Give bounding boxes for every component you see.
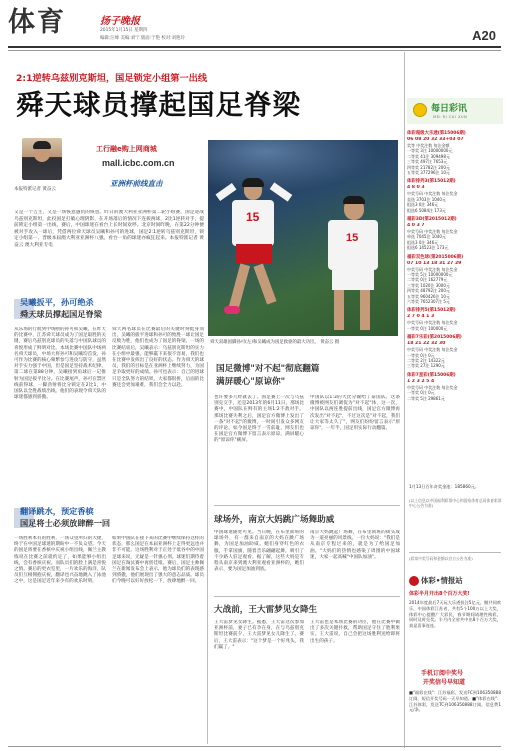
- lottery-row: 四等奖 21782注 200元: [407, 164, 450, 170]
- lottery-row: 一等奖 0注 0元: [407, 352, 435, 358]
- lottery-section-head: 体彩排列5(第15012期): [407, 308, 456, 314]
- lottery-section-head: 体彩7星彩(第15006期): [407, 372, 456, 378]
- lottery-numbers: 06 08 20 32 33+03 07: [407, 137, 464, 142]
- masthead: [8, 6, 500, 44]
- photo-caption: 舜天双雄国脚孙可(左)和吴曦成为国足救驱的最大功臣。 黄奋云 摄: [210, 340, 340, 345]
- lottery-row: 四等奖 48792注 200元: [407, 288, 450, 294]
- reporter-caption: 本报特派记者 黄奋云: [14, 187, 56, 192]
- sub2-title-a: 翻译跳水，预定香槟: [20, 506, 94, 516]
- info-logo-icon: [409, 576, 419, 586]
- lottery-row: 中奖号码 中奖注数 每注奖金: [407, 384, 458, 390]
- info-title: 体彩•情报站: [421, 576, 463, 585]
- sidebar-footer: (彩票中奖号码和金额以官方公告为准): [409, 556, 473, 561]
- subscribe-subtitle: 开奖信号早知道: [423, 679, 466, 686]
- lottery-section-head: 福彩双色球(第2015006期): [407, 254, 464, 260]
- lottery-section: [407, 130, 503, 175]
- lottery-numbers: 07 10 13 18 31 27 29: [407, 260, 462, 266]
- sub3-col2: 中国队以1:3的大比分输给了泰国队。这条微博被网友们调侃为"对不起"体，这一次，中国队以两连胜提前出线，国足官方微博再次发出"对不起"，不过这次是"对不起，我们让大家等太久了"，网友们纷纷留言表示"原谅你"，一年半，国足用实际行动翻篇。: [310, 395, 400, 432]
- sub4-col2: 南京大妈跳起广场舞，在布里斯班的街头成为一道亮丽的风景线。一位大妈说："我们是从南京专程过来的，就是为了给国足加油。"大妈们的热情也感染了周围的中国球迷，大家一起高喊"中国队加油"。: [310, 530, 400, 560]
- lottery-section: [407, 307, 503, 331]
- ad-brand: 工行融e购上网商城: [96, 145, 157, 153]
- small-note: (以上信息以中国福利彩票中心和国家体育总局体育彩票中心公告为准): [409, 498, 502, 508]
- editor-line: 编辑:汪峰 美编:刘宁 版面:于艳 校对:刘艳玲: [100, 36, 185, 41]
- sub1-title-bar: [14, 297, 202, 323]
- kicker: 2:1逆转乌兹别克斯坦，国足锁定小组第一出线: [16, 73, 208, 84]
- ad-slogan: 亚洲杯前线直击: [110, 179, 163, 188]
- sub4-title: 球场外，南京大妈跳广场舞助威: [214, 515, 335, 525]
- sidebar-rule-1: [409, 552, 501, 553]
- sidebar-title: 每日彩讯: [431, 104, 468, 114]
- sub2-title-bar: [14, 506, 202, 532]
- sub2-col1: 一场胜利本有的胜利，一场众望所归的大捷，终于在中国足球迷的期盼中一不负众望。今天的国足将要在香槟中庆祝小组出线，佩兰主教练说在比赛之前就约定了，如果能够小组出线，会有香槟庆祝。而队员们的脸上满是喜悦之情。赛后的更衣室里，一片欢乐的海洋，队员们互相拥抱庆祝，翻译也兴奋地跳入了泳池之中，这是国足近年来少有的欢乐时刻。: [14, 536, 106, 585]
- lottery-numbers: 18 21 22 32 30: [407, 341, 446, 347]
- player-sun-ke: 15: [226, 180, 286, 330]
- info-body: 2014年度最后7天玩大乐透投注5亿元，继共同欢乐，中国体彩江苏省，共有5个100万以上大奖，体彩中心提醒广大彩民，春节期间请理性购彩，同时及时兑奖。半月内全省共中出8个百万大奖，真是喜事连连。: [409, 600, 501, 629]
- sub3-col1: 也许要多几经就去了。国足赛上一次与乌兹别克交手，还是2013年的6月11日，那场比赛中，中国队在鲜有的主场1:2不敌对手。那场比赛失利之后，国足官方微博上发出了一条"对不起"的微博，一时间引发众多网友的评论。如今国足终于一雪前耻，网友们也在国足官方微博下留言表示原谅，满屏暖心的"原谅你"刷屏。: [214, 395, 304, 444]
- lottery-section: [407, 254, 503, 305]
- sub1-col1: 从乐场的行航到中场断的孙可和吴曦，在昨天的比赛中，江苏舜天球员成为了国足取胜的关键，赛后乌兹别克球员的失落与中国队球员的喜悦形成了鲜明对比。本场比赛中国队中场两名舜天球员，中场大将孙可和吴曦均首发，孙可作为比赛的核心频繁参与进攻与防守，虽然对手实力强于中国，但是国足坚持战术纪律，第二球在第88分钟，吴曦接到角球后一记推射为国足扳平比分。在比赛尾声，孙可在禁区线前得球，一脚劲射将比分锁定在2比1，中国队以全胜战绩出线。他们的表现令舜天队的球迷都感到骄傲。: [14, 327, 106, 401]
- lottery-row: 五等奖 377296注 10元: [407, 170, 450, 176]
- lottery-row: 二等奖 2注 14322元: [407, 358, 445, 363]
- lottery-row: 一等奖 0注 100000元: [407, 325, 448, 331]
- sub3-title-a: 国足微博"对不起"彻底翻篇: [216, 364, 320, 374]
- lottery-results: [407, 130, 503, 470]
- section-title: 体育: [8, 7, 66, 38]
- lottery-section: [407, 334, 503, 369]
- lottery-section: [407, 178, 503, 213]
- sub4-rule: [214, 596, 400, 597]
- lottery-row: 一等奖 3注 10000000元: [407, 148, 453, 154]
- lottery-row: 中奖号码 中奖注数 每注奖金: [407, 229, 458, 234]
- ad-url[interactable]: mall.icbc.com.cn: [102, 158, 175, 168]
- pool-note: 1月13日百年奇奖金池：185860元。: [409, 484, 480, 489]
- sub5-col1: 王大雷梦见女降生。据悉，王大雷这次参加亚洲杯前，妻子已有孕在身，在与乌兹别克斯坦比赛前夕，王大雷梦见女儿降生了。赛后，王大雷表示："这个梦是一个好兆头，我们赢了。": [214, 620, 304, 650]
- lottery-row: 一等奖 5注 10000000元: [407, 272, 453, 277]
- lottery-row: 三等奖 1020注 3000元: [407, 282, 450, 288]
- hero-photo: [208, 140, 398, 336]
- sub1-title-b: 舜天球员撑起国足脊梁: [20, 309, 102, 319]
- lottery-row: 一等奖 0注 0元: [407, 390, 435, 396]
- lottery-row: 五等奖 960426注 10元: [407, 293, 450, 299]
- player-wu-xi: 15: [318, 198, 388, 336]
- sub2-title-b: 国足将士必须放肆醉一回: [20, 518, 111, 528]
- subscribe-body: ■"福彩在线"：江苏福彩，发送FC到106350888订阅，短信开奖号码一天早知道。■"体彩在线"：江苏体彩，发送TC到106350888订阅，信息费1元/条。: [409, 690, 501, 713]
- masthead-rule: [8, 46, 501, 48]
- headline: 舜天球员撑起国足脊梁: [16, 89, 301, 121]
- lottery-row: 组选3 0注 346元: [407, 202, 439, 208]
- lottery-section: [407, 372, 503, 401]
- sidebar-title-pinyin: MEI RI CAI XUN: [433, 115, 468, 119]
- bottom-rule: [8, 746, 501, 747]
- sub5-col2: 王大雷也是本场比赛的功臣，他在比赛中做出了多次关键扑救，帮助国足守住了胜利果实。王大雷说，自己会把这场胜利送给即将出生的孩子。: [310, 620, 400, 644]
- lottery-numbers: 2 7 0 4 1 3: [407, 314, 435, 320]
- sidebar-banner: [407, 98, 503, 124]
- sub1-col2: 舜天两名球员在比赛最后的关键时刻挺身而出，吴曦的扳平进球和孙可的致胜一球让国足反败为胜，他们也成为了国足的脊梁。一场的比赛结束后，吴曦表示：乌兹别克斯坦的实力在小组中最强，能够赢下来很不容易，我们也在比赛中发挥出了良好的状态。作为舜天的球员，我们的目标是在亚洲杯上继续努力，为国足争取更好的成绩。孙可也表示：自己的进球只是全队努力的结果，大家都很拼，后面的比赛还会更加艰难，我们会全力以赴。: [112, 327, 204, 388]
- lottery-row: 二等奖 41注 309498元: [407, 153, 450, 159]
- sub1-title-a: 吴曦扳平，孙可绝杀: [20, 297, 94, 307]
- lottery-numbers: 1 2 3 2 5 4: [407, 378, 435, 384]
- lead-paragraph: 又是一个吉主，又是一场恢意遇仇的恢意。昨日的澳大利亚亚洲杯第二轮小组赛，国足迎战乌兹别克斯坦，此役国足打破心理阴影，在开场落后的情况下连扳两球，2比1逆转对手，提前锁定小组第一出线，赛后，中国球迷在看台上长时间欢呼。北京时间昨晚，在第22分钟便被对手攻入一球后，凭借两位舜天球员吴曦和孙可的进球，国足2:1逆转乌兹别克斯坦，锁定小组第一、晋级本届澳大利亚亚洲杯八强。看台一角的球迷亦疯狂起来。本报特派记者 黄奋云 澳大利亚专电: [14, 210, 204, 248]
- sub3-rule: [214, 505, 400, 506]
- lottery-row: 中奖号码 中奖注数 每注奖金: [407, 191, 458, 197]
- lottery-row: 二等奖 0注 162779元: [407, 277, 448, 283]
- info-station: [407, 574, 503, 664]
- sub4-col1: 中国球迷随处可见。当日晚，在布里斯班的球场外，有一群来自南京的大妈在跳广场舞，为国足加油助威。她们身穿红色的衣服，手拿国旗，随着音乐翩翩起舞，吸引了不少路人驻足观看。据了解，这些大妈是专程从南京来到澳大利亚观看亚洲杯的，她们表示，要为国足加油到底。: [214, 530, 304, 573]
- icbc-ad-banner[interactable]: [96, 144, 206, 196]
- lottery-section-head: 体彩排列3(第15012期): [407, 179, 456, 185]
- subscribe-block: [407, 668, 503, 748]
- lottery-section-head: 福彩7乐彩(第2015006期): [407, 335, 462, 341]
- lottery-section-head: 体彩超级大乐透(第15006期): [407, 131, 466, 136]
- lottery-section: [407, 216, 503, 251]
- lottery-numbers: 4 8 0 3: [407, 185, 425, 191]
- lottery-row: 组选6 14523注 173元: [407, 245, 449, 251]
- sub5-title: 大战前，王大雷梦见女降生: [214, 605, 318, 615]
- lottery-section-head: 福彩3D(第2015012期): [407, 217, 457, 222]
- lottery-row: 三等奖 497注 7653元: [407, 159, 448, 165]
- lottery-row: 直选 3703注 1040元: [407, 196, 446, 202]
- sidebar: [404, 52, 504, 748]
- subscribe-title: 手机订阅中奖号: [421, 670, 464, 677]
- masthead-rule-thin: [8, 50, 501, 51]
- lottery-numbers: 4 0 3 7: [407, 223, 425, 228]
- reporter-block: [14, 138, 90, 198]
- page-number: A20: [472, 28, 496, 43]
- lottery-row: 奖等 中奖注数 每注金额: [407, 143, 450, 148]
- lottery-row: 中奖号码 中奖注数 每注奖金: [407, 320, 458, 326]
- lottery-row: 六等奖 7652307注 5元: [407, 299, 450, 305]
- lottery-row: 组选3 0注 346元: [407, 239, 439, 245]
- info-headline: 体彩半月开出8个百万大奖!: [409, 591, 470, 597]
- lottery-row: 中奖号码 中奖注数 每注奖金: [407, 347, 458, 353]
- paper-logo: 扬子晚报: [100, 16, 140, 27]
- date-line: 2015年1月15日 星期四: [100, 28, 148, 33]
- lottery-row: 中奖号码 中奖注数 每注奖金: [407, 266, 458, 272]
- lottery-row: 三等奖 27注 1290元: [407, 363, 445, 369]
- lottery-row: 单选 7045注 1040元: [407, 234, 446, 240]
- lottery-row: 组选6 5084注 173元: [407, 207, 446, 213]
- lottery-ball-icon: [413, 103, 427, 117]
- column-divider: [207, 362, 208, 744]
- lottery-row: 二等奖 5注 29861元: [407, 395, 445, 401]
- reporter-photo: [22, 138, 62, 180]
- sub3-title-b: 满屏暖心"原谅你": [216, 377, 286, 387]
- sub2-col2: 如果中国队在接下来的比赛中继续保持这样的状态，那么国足在本届亚洲杯上走得更远也并非不可能。这场胜利对于正处于低谷中的中国足球来说，无疑是一针强心剂。球迷们期待着国足在淘汰赛中再创佳绩。赛后，国足主帅佩兰在新闻发布会上表示，他为球员们的表现感到骄傲，他们展现出了强大的意志品质。球员们今晚可以好好放松一下，放肆地醉一回。: [112, 536, 204, 585]
